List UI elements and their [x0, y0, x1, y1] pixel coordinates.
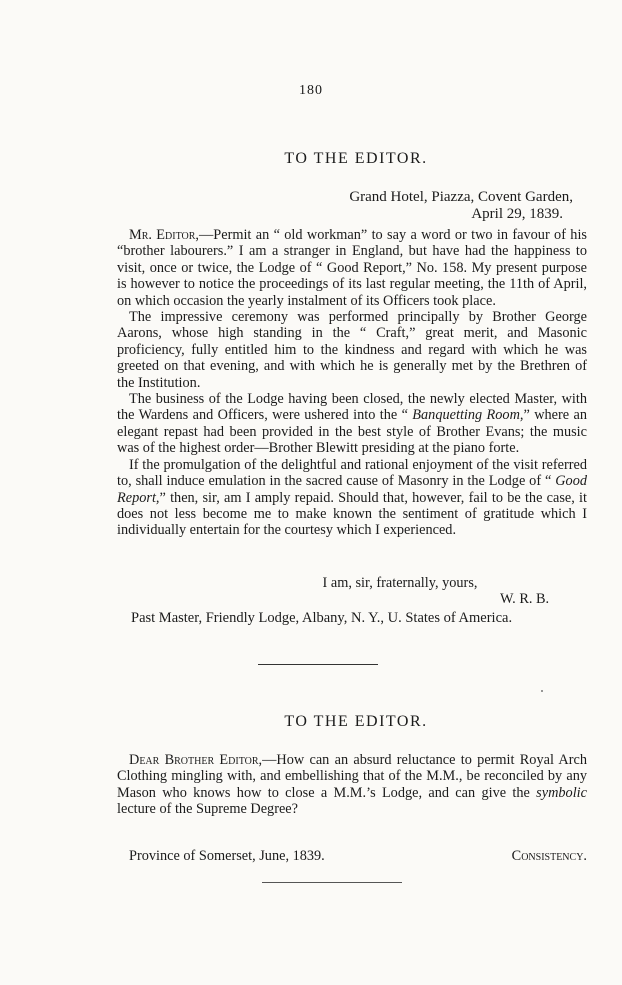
- letter2-place-date: Province of Somerset, June, 1839.: [129, 848, 325, 864]
- letter1-paragraph-1-text: —Permit an “ old workman” to say a word or two in favour of his “brother labourers.” I am a stranger in England, but have had the happiness to visit, once or twice, the Lodge of “ Good Report,” No. 158. My present purpose is however to notice the proceedings of its last regular meeting, the 11th of April, on which occasion the yearly instalment of its Officers took place.: [117, 227, 587, 309]
- letter1-signoff: I am, sir, fraternally, yours,: [322, 575, 478, 591]
- letter1-initials: W. R. B.: [500, 591, 550, 607]
- section-divider: [258, 664, 378, 665]
- letter2-body: [117, 752, 587, 818]
- letter2-closing: [117, 848, 587, 865]
- letter1-paragraph-2: The impressive ceremony was performed principally by Brother George Aarons, whose high standing in the “ Craft,” great merit, and Masonic proficiency, fully entitled him to the kindness and regard with which he was greeted on that evening, and with which he is generally met by the Brethren of the Institution.: [117, 309, 587, 391]
- letter2-text-b: lecture of the Supreme Degree?: [117, 801, 299, 818]
- letter1-paragraph-3-italic: Banquetting Room,: [412, 407, 524, 424]
- letter1-paragraph-3-text-b: ” where an elegant repast had been provided in the best style of Brother Evans; the music was of the highest order—Brother Blewitt presiding at the piano forte.: [117, 407, 587, 457]
- letter2-signature: Consistency.: [511, 848, 587, 864]
- letter2-salutation: Dear Brother Editor,: [129, 752, 263, 768]
- letter2-text-a: —How can an absurd reluctance to permit Royal Arch Clothing mingling with, and embellishing that of the M.M., be reconciled by any Mason who knows how to close a M.M.’s Lodge, and can give the: [117, 752, 587, 801]
- letter1-salutation: Mr. Editor,: [129, 227, 199, 243]
- letter1-dateline-date: April 29, 1839.: [471, 206, 563, 222]
- letter1-heading: TO THE EDITOR.: [284, 150, 428, 167]
- letter1-paragraph-4: [117, 457, 587, 539]
- letter1-paragraph-1: [117, 227, 587, 309]
- letter2-paragraph: [117, 752, 587, 818]
- letter1-paragraph-4-italic: Good Report,: [117, 473, 587, 506]
- letter1-paragraph-4-text-a: If the promulgation of the delightful and rational enjoyment of the visit referred to, shall induce emulation in the sacred cause of Masonry in the Lodge of “: [117, 456, 587, 490]
- letter1-body: [117, 227, 587, 539]
- page-number: 180: [299, 83, 323, 98]
- letter1-paragraph-3: [117, 391, 587, 457]
- letter2-italic: symbolic: [536, 784, 587, 801]
- letter1-signature: Past Master, Friendly Lodge, Albany, N. Y., U. States of America.: [131, 610, 513, 626]
- letter1-paragraph-3-text-a: The business of the Lodge having been closed, the newly elected Master, with the Wardens and Officers, were ushered into the “: [117, 391, 587, 424]
- end-divider: [262, 882, 402, 883]
- letter2-heading: TO THE EDITOR.: [284, 713, 428, 730]
- paper-speck: [541, 690, 543, 692]
- letter1-dateline-place: Grand Hotel, Piazza, Covent Garden,: [349, 189, 573, 205]
- letter1-paragraph-4-text-b: ” then, sir, am I amply repaid. Should that, however, fail to be the case, it does not less become me to make known the sentiment of gratitude which I individually entertain for the courtesy which I experienced.: [117, 489, 587, 539]
